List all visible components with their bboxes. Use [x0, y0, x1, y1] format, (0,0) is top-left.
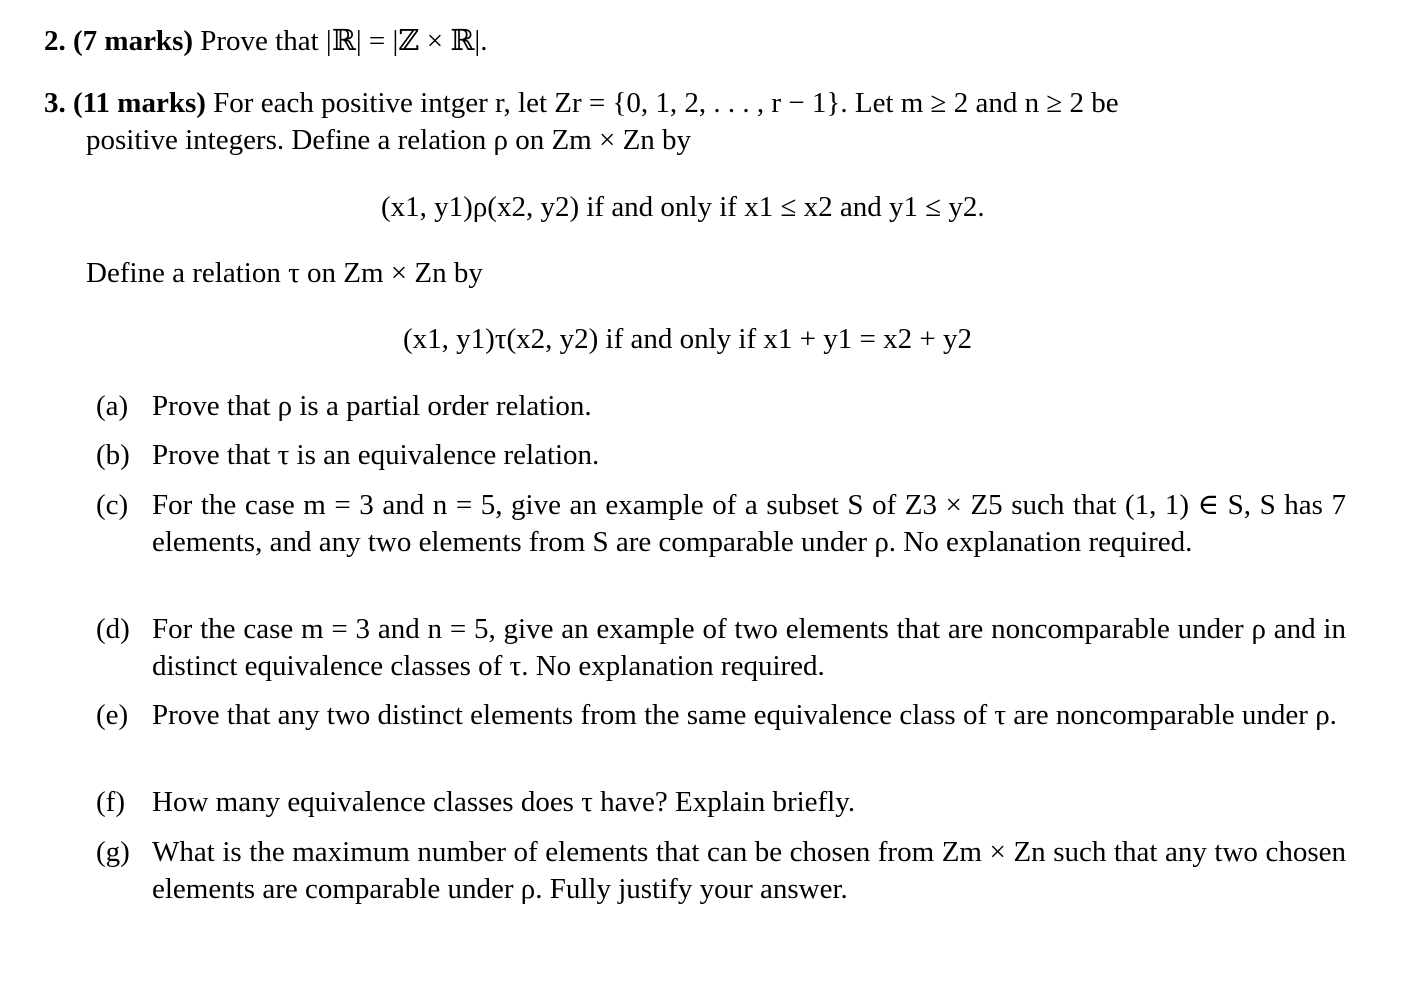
- part-e-label: (e): [96, 699, 129, 731]
- question-2-marks: (7 marks): [73, 25, 194, 57]
- part-g-label: (g): [96, 836, 130, 868]
- question-2-number: 2.: [44, 25, 66, 57]
- part-c-text: For the case m = 3 and n = 5, give an example of a subset S of Z3 × Z5 such that (1, 1) ∈ S, S has 7 elements, and any two elements from S are comparable under ρ. No explanation required.: [152, 489, 1346, 558]
- part-g: [96, 834, 1346, 908]
- part-a-text: Prove that ρ is a partial order relation.: [152, 390, 592, 422]
- question-3-marks: (11 marks): [73, 87, 206, 119]
- part-f: [96, 784, 1346, 821]
- part-f-label: (f): [96, 786, 125, 818]
- tau-intro: Define a relation τ on Zm × Zn by: [86, 257, 483, 289]
- part-g-text: What is the maximum number of elements that can be chosen from Zm × Zn such that any two chosen elements are comparable under ρ. Fully justify your answer.: [152, 836, 1346, 905]
- part-f-text: How many equivalence classes does τ have? Explain briefly.: [152, 786, 856, 818]
- part-b: [96, 437, 1346, 474]
- part-c-label: (c): [96, 489, 129, 521]
- part-d-label: (d): [96, 613, 130, 645]
- question-3-intro-text: For each positive intger r, let Zr = {0, 1, 2, . . . , r − 1}. Let m ≥ 2 and n ≥ 2 be: [213, 87, 1119, 119]
- tau-definition-display: (x1, y1)τ(x2, y2) if and only if x1 + y1 = x2 + y2: [403, 323, 972, 355]
- part-b-text: Prove that τ is an equivalence relation.: [152, 439, 600, 471]
- part-e-text: Prove that any two distinct elements from the same equivalence class of τ are noncomparable under ρ.: [152, 699, 1337, 731]
- question-3-number: 3.: [44, 87, 66, 119]
- question-3-intro-line-1: [44, 85, 1346, 122]
- part-d-text: For the case m = 3 and n = 5, give an example of two elements that are noncomparable under ρ and in distinct equivalence classes of τ. No explanation required.: [152, 613, 1346, 682]
- part-a: [96, 388, 1346, 425]
- part-d: [96, 611, 1346, 685]
- rho-definition-display: (x1, y1)ρ(x2, y2) if and only if x1 ≤ x2 and y1 ≤ y2.: [381, 191, 985, 223]
- part-e: [96, 697, 1346, 734]
- question-2: [44, 23, 1346, 60]
- question-3-intro-line-2: positive integers. Define a relation ρ on Zm × Zn by: [86, 124, 692, 156]
- question-2-text: Prove that |ℝ| = |ℤ × ℝ|.: [200, 25, 488, 57]
- part-a-label: (a): [96, 390, 129, 422]
- part-b-label: (b): [96, 439, 130, 471]
- part-c: [96, 487, 1346, 561]
